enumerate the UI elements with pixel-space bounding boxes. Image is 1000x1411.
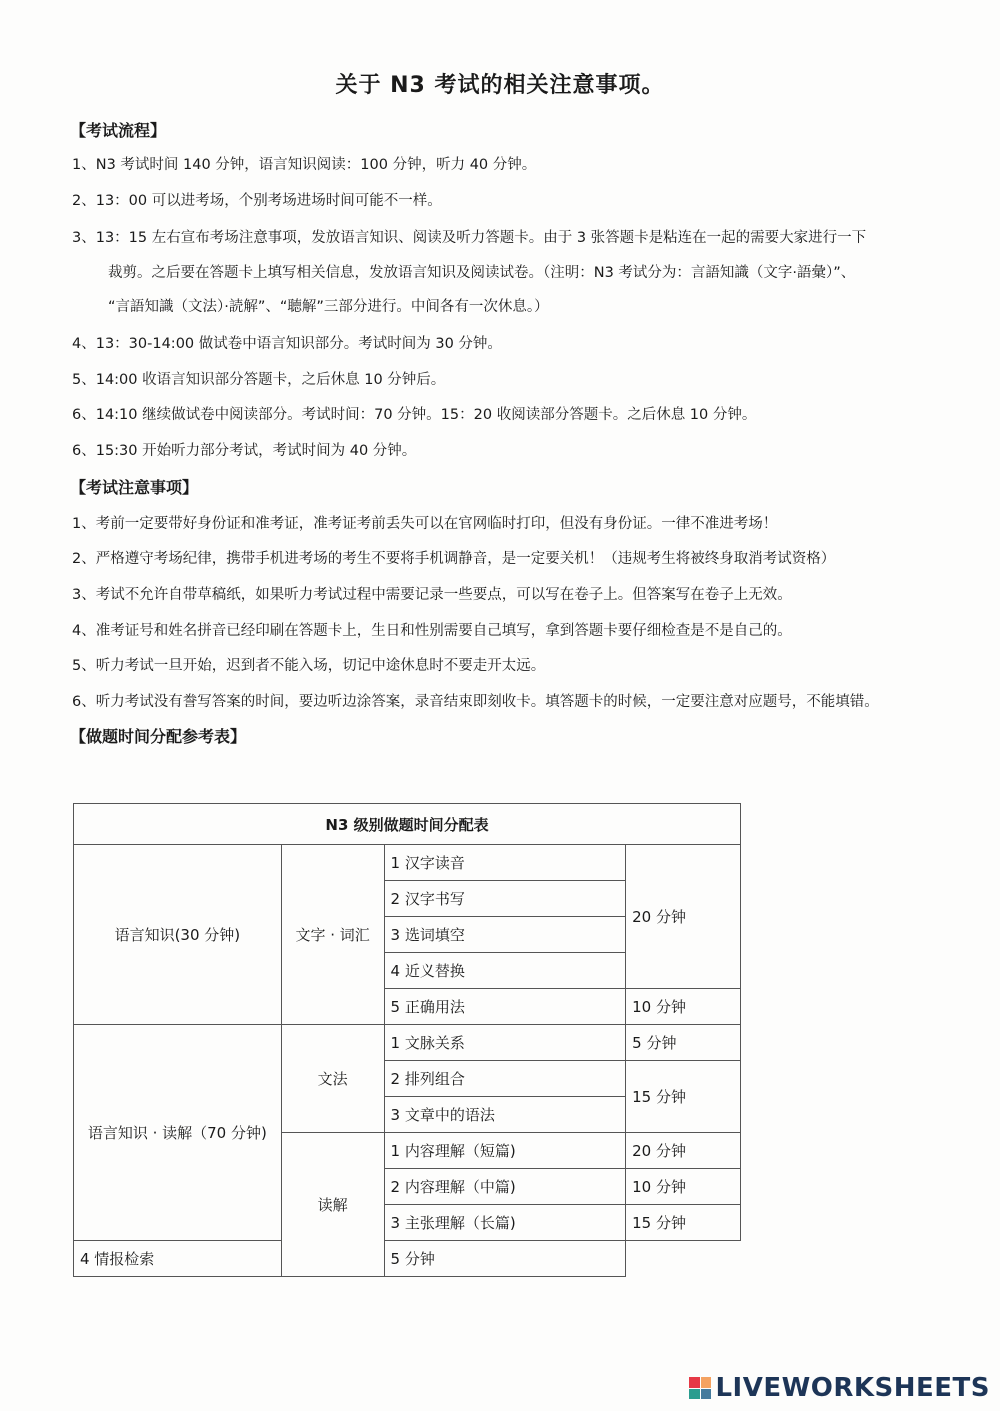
table-row-task: 2 汉字书写 <box>384 881 626 917</box>
sub-vocabulary: 文字 · 词汇 <box>281 845 384 1025</box>
section-heading-exam-notes: 【考试注意事项】 <box>70 478 199 497</box>
process-item-2: 2、13：00 可以进考场，个别考场进场时间可能不一样。 <box>72 193 442 209</box>
table-row-task: 1 内容理解（短篇) <box>384 1133 626 1169</box>
table-row-time: 15 分钟 <box>626 1205 741 1241</box>
process-item-7: 6、15:30 开始听力部分考试，考试时间为 40 分钟。 <box>72 443 417 459</box>
note-item-1: 1、考前一定要带好身份证和准考证，准考证考前丢失可以在官网临时打印，但没有身份证。一律不准进考场！ <box>72 516 778 532</box>
table-row-time: 20 分钟 <box>626 1133 741 1169</box>
section-heading-exam-process: 【考试流程】 <box>70 121 167 140</box>
process-item-4: 4、13：30-14:00 做试卷中语言知识部分。考试时间为 30 分钟。 <box>72 336 502 352</box>
time-grammar-group: 15 分钟 <box>626 1061 741 1133</box>
process-item-6: 6、14:10 继续做试卷中阅读部分。考试时间：70 分钟。15：20 收阅读部分答题卡。之后休息 10 分钟。 <box>72 407 757 423</box>
table-title: N3 级别做题时间分配表 <box>74 804 741 845</box>
sub-reading: 读解 <box>281 1133 384 1277</box>
group-reading: 语言知识 · 读解（70 分钟) <box>74 1025 282 1241</box>
table-row-task: 4 情报检索 <box>74 1241 282 1277</box>
table-row-task: 1 文脉关系 <box>384 1025 626 1061</box>
table-row-time: 10 分钟 <box>626 1169 741 1205</box>
process-item-5: 5、14:00 收语言知识部分答题卡，之后休息 10 分钟后。 <box>72 372 446 388</box>
sub-grammar: 文法 <box>281 1025 384 1133</box>
page-title: 关于 N3 考试的相关注意事项。 <box>335 73 665 98</box>
process-item-3-cont-1: 裁剪。之后要在答题卡上填写相关信息，发放语言知识及阅读试卷。（注明：N3 考试分为：言語知識（文字·語彙）”、 <box>108 265 856 281</box>
section-heading-time-table: 【做题时间分配参考表】 <box>70 727 247 746</box>
table-row-task: 3 主张理解（长篇) <box>384 1205 626 1241</box>
table-row-time: 10 分钟 <box>626 989 741 1025</box>
liveworksheets-footer <box>689 1373 990 1403</box>
liveworksheets-logo-icon <box>689 1377 711 1399</box>
note-item-2: 2、严格遵守考场纪律，携带手机进考场的考生不要将手机调静音，是一定要关机！（违规考生将被终身取消考试资格） <box>72 551 836 567</box>
table-row-task: 5 正确用法 <box>384 989 626 1025</box>
process-item-3: 3、13：15 左右宣布考场注意事项，发放语言知识、阅读及听力答题卡。由于 3 张答题卡是粘连在一起的需要大家进行一下 <box>72 230 867 246</box>
table-row-task: 1 汉字读音 <box>384 845 626 881</box>
note-item-6: 6、听力考试没有誊写答案的时间，要边听边涂答案，录音结束即刻收卡。填答题卡的时候，一定要注意对应题号，不能填错。 <box>72 694 879 710</box>
table-row-task: 2 排列组合 <box>384 1061 626 1097</box>
table-row-task: 3 选词填空 <box>384 917 626 953</box>
liveworksheets-brand[interactable]: LIVEWORKSHEETS <box>715 1373 990 1403</box>
time-vocab-group: 20 分钟 <box>626 845 741 989</box>
time-allocation-table <box>73 803 741 1277</box>
table-row-time: 5 分钟 <box>384 1241 626 1277</box>
table-row-time: 5 分钟 <box>626 1025 741 1061</box>
process-item-3-cont-2: “言語知識（文法）·読解”、“聴解”三部分进行。中间各有一次休息。） <box>108 299 549 315</box>
process-item-1: 1、N3 考试时间 140 分钟，语言知识阅读：100 分钟，听力 40 分钟。 <box>72 157 537 173</box>
table-row-task: 2 内容理解（中篇) <box>384 1169 626 1205</box>
note-item-5: 5、听力考试一旦开始，迟到者不能入场，切记中途休息时不要走开太远。 <box>72 658 546 674</box>
note-item-4: 4、准考证号和姓名拼音已经印刷在答题卡上，生日和性别需要自己填写，拿到答题卡要仔细检查是不是自己的。 <box>72 623 792 639</box>
table-row-task: 3 文章中的语法 <box>384 1097 626 1133</box>
note-item-3: 3、考试不允许自带草稿纸，如果听力考试过程中需要记录一些要点，可以写在卷子上。但答案写在卷子上无效。 <box>72 587 792 603</box>
table-row-task: 4 近义替换 <box>384 953 626 989</box>
group-language-knowledge: 语言知识(30 分钟) <box>74 845 282 1025</box>
